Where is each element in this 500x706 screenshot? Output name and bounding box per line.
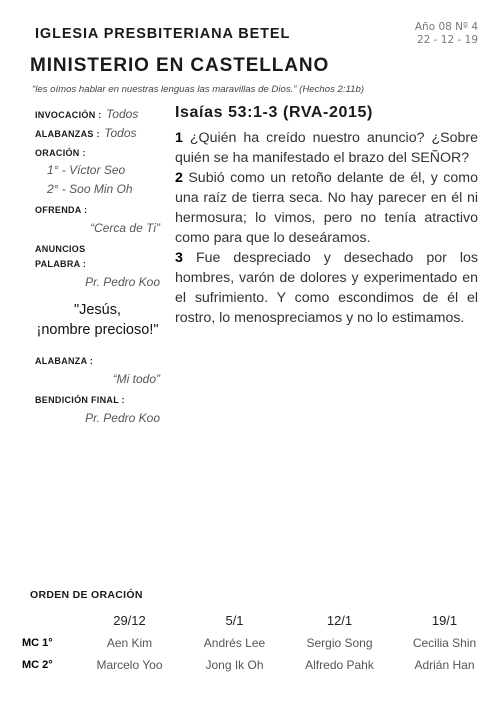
oracion-label-row: [35, 142, 160, 161]
prayer-dates-row: [20, 608, 497, 632]
ofrenda-label-row: [35, 199, 160, 218]
alabanzas-row: [35, 123, 160, 142]
issue-date: 22 - 12 - 19: [416, 34, 478, 46]
oracion-1: 1° - Víctor Seo: [47, 163, 126, 177]
oracion-label: ORACIÓN :: [35, 148, 86, 158]
prayer-name: Alfredo Pahk: [305, 658, 374, 672]
verse-3: [175, 248, 478, 328]
invocacion-label: INVOCACIÓN :: [35, 110, 102, 120]
prayer-name: Adrián Han: [414, 658, 475, 672]
alabanza-label: ALABANZA :: [35, 356, 94, 366]
prayer-date: 12/1: [326, 612, 353, 628]
ofrenda-value: “Cerca de Ti”: [90, 221, 160, 235]
bendicion-label-row: [35, 389, 160, 408]
verse-text: ¿Quién ha creído nuestro anuncio? ¿Sobre quién se ha manifestado el brazo del SEÑOR?: [175, 130, 478, 166]
verse-text: Fue despreciado y desechado por los hombres, varón de dolores y experimentado en el sufrimiento. Y como escondimos de él el rostro, lo menospreciamos y no lo estimamos.: [175, 250, 479, 326]
issue-meta: [415, 21, 478, 47]
bendicion-label: BENDICIÓN FINAL :: [35, 395, 125, 405]
prayer-name: Jong Ik Oh: [205, 658, 264, 672]
anuncios-label: ANUNCIOS: [35, 244, 86, 254]
prayer-order-title: ORDEN DE ORACIÓN: [30, 589, 143, 601]
alabanza-value: “Mi todo”: [112, 372, 160, 386]
prayer-name: Cecilia Shin: [412, 636, 477, 650]
palabra-value: Pr. Pedro Koo: [85, 275, 160, 289]
palabra-label-row: [35, 253, 160, 272]
verse-1: [175, 128, 478, 168]
verse-number: 1: [175, 130, 183, 146]
prayer-name: Marcelo Yoo: [96, 658, 163, 672]
sermon-title-line-2: ¡nombre precioso!": [36, 322, 159, 338]
bendicion-value: Pr. Pedro Koo: [85, 411, 160, 425]
alabanzas-value: Todos: [104, 126, 137, 140]
verse-number: 3: [175, 250, 183, 266]
prayer-row: [20, 632, 497, 654]
invocacion-row: [35, 104, 160, 123]
sermon-title: [35, 300, 160, 340]
verse-text: Subió como un retoño delante de él, y como una raíz de tierra seca. No hay parecer en él ni hermosura; lo vimos, pero no tenía atractivo como para que lo deseáramos.: [175, 170, 478, 246]
epigraph: “les oímos hablar en nuestras lenguas las maravillas de Dios.” (Hechos 2:11b): [32, 84, 365, 95]
church-name: IGLESIA PRESBITERIANA BETEL: [35, 26, 291, 42]
prayer-date: 29/12: [113, 612, 146, 628]
prayer-date: 19/1: [431, 612, 458, 628]
oracion-2: 2° - Soo Min Oh: [47, 182, 133, 196]
palabra-label: PALABRA :: [35, 259, 87, 269]
ministry-title: MINISTERIO EN CASTELLANO: [30, 55, 330, 76]
scripture-reading: [175, 104, 478, 328]
prayer-order-table: [20, 608, 497, 676]
prayer-row-label: MC 2°: [22, 659, 53, 671]
prayer-name: Aen Kim: [106, 636, 153, 650]
verse-number: 2: [175, 170, 183, 186]
issue-number: Año 08 Nº 4: [414, 21, 478, 33]
prayer-name: Sergio Song: [306, 636, 373, 650]
service-order: [35, 104, 160, 428]
prayer-date: 5/1: [225, 612, 244, 628]
ofrenda-label: OFRENDA :: [35, 205, 88, 215]
invocacion-value: Todos: [106, 107, 139, 121]
prayer-row: [20, 654, 497, 676]
scripture-reference: Isaías 53:1-3 (RVA-2015): [175, 104, 373, 121]
prayer-name: Andrés Lee: [203, 636, 266, 650]
prayer-row-label: MC 1°: [22, 637, 53, 649]
alabanza-label-row: [35, 350, 160, 369]
sermon-title-line-1: "Jesús,: [73, 302, 122, 318]
row-label-empty: [20, 608, 77, 632]
verse-2: [175, 168, 478, 248]
alabanzas-label: ALABANZAS :: [35, 129, 100, 139]
